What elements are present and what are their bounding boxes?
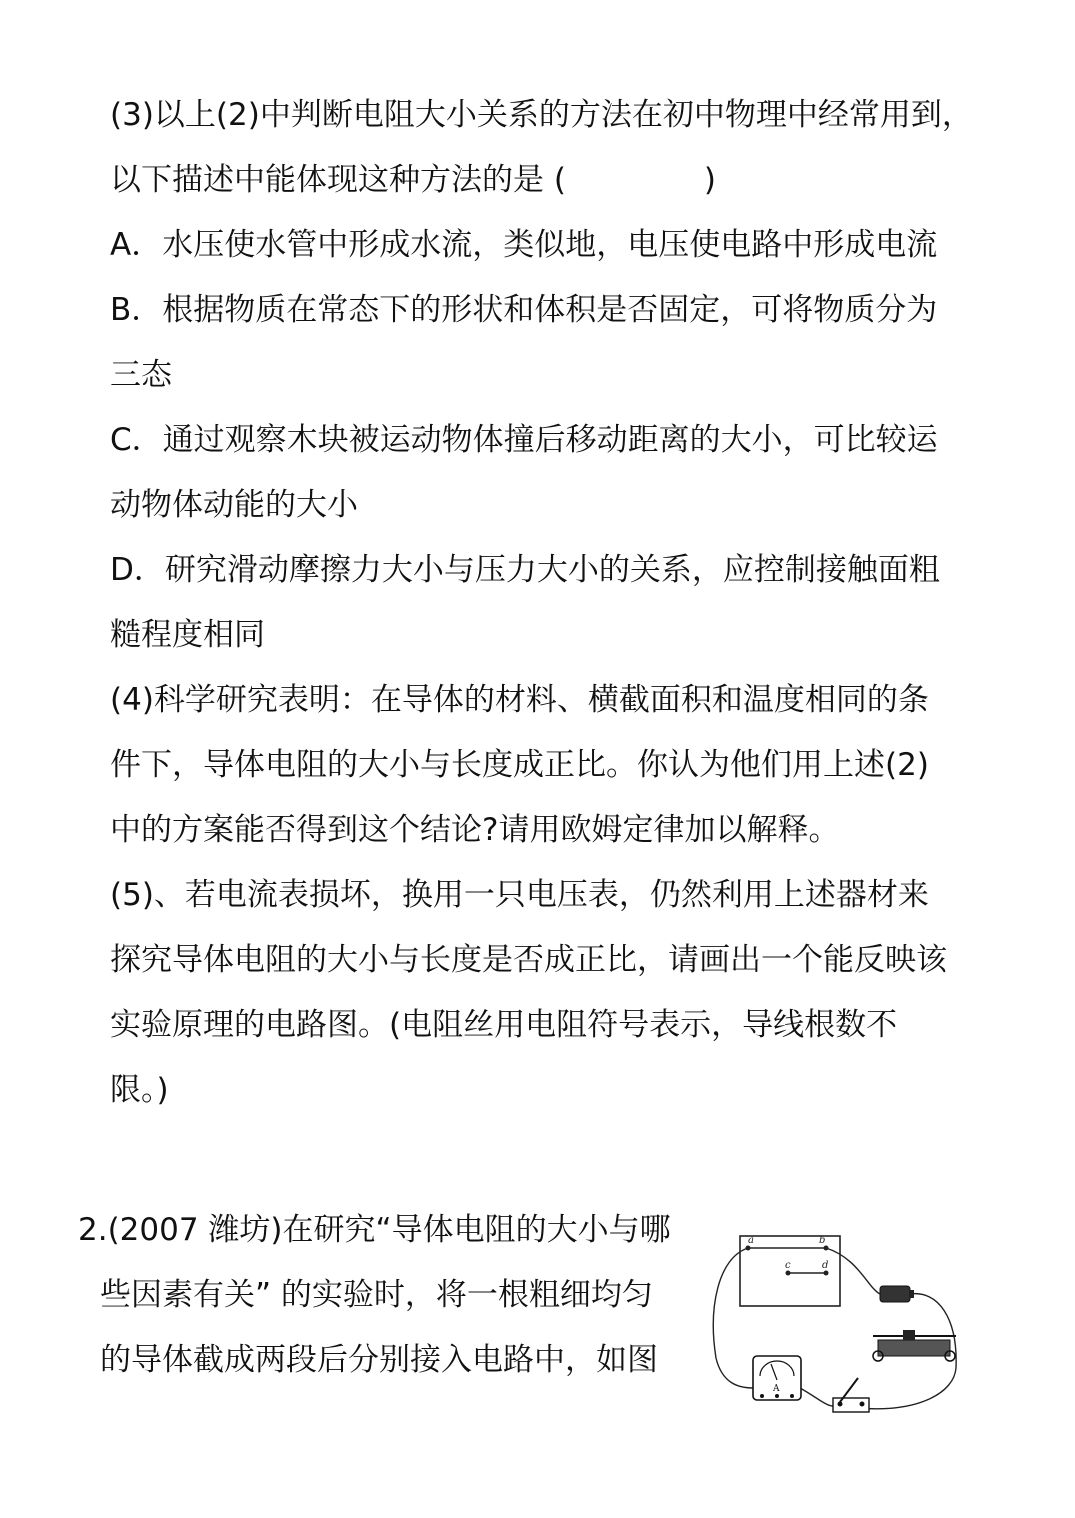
part-5-line-3: 实验原理的电路图。(电阻丝用电阻符号表示，导线根数不 — [110, 1007, 898, 1043]
part-4-line-3: 中的方案能否得到这个结论?请用欧姆定律加以解释。 — [110, 812, 840, 848]
battery-terminal — [910, 1290, 914, 1298]
question-2-line-2: 些因素有关” 的实验时，将一根粗细均匀 — [100, 1277, 653, 1313]
part-3-line-1: (3)以上(2)中判断电阻大小关系的方法在初中物理中经常用到， — [110, 97, 973, 133]
ammeter-terminal-1 — [760, 1394, 764, 1398]
label-c: c — [785, 1260, 791, 1271]
ammeter-label: A — [773, 1384, 780, 1394]
label-d: d — [822, 1260, 829, 1271]
option-b-line-1: B．根据物质在常态下的形状和体积是否固定，可将物质分为 — [110, 292, 938, 328]
label-b: b — [819, 1235, 826, 1246]
rheostat-slider — [903, 1330, 915, 1340]
question-2-line-3: 的导体截成两段后分别接入电路中，如图 — [100, 1342, 658, 1378]
switch-pivot — [838, 1402, 843, 1407]
ammeter-terminal-2 — [775, 1394, 779, 1398]
option-a: A．水压使水管中形成水流，类似地，电压使电路中形成电流 — [110, 227, 938, 263]
part-3-line-2: 以下描述中能体现这种方法的是 ( ) — [110, 162, 716, 198]
wire-to-battery — [826, 1248, 880, 1294]
terminal-c — [786, 1271, 791, 1276]
wire-switch — [800, 1388, 836, 1406]
battery — [880, 1286, 910, 1302]
option-d-line-2: 糙程度相同 — [110, 617, 265, 653]
option-c-line-2: 动物体动能的大小 — [110, 487, 358, 523]
circuit-diagram — [708, 1228, 968, 1418]
label-a: a — [748, 1235, 754, 1246]
option-d-line-1: D．研究滑动摩擦力大小与压力大小的关系，应控制接触面粗 — [110, 552, 940, 588]
part-5-line-4: 限。) — [110, 1072, 169, 1108]
question-2-line-1: 2.(2007 潍坊)在研究“导体电阻的大小与哪 — [78, 1212, 671, 1248]
rheostat-body — [878, 1340, 950, 1356]
part-5-line-2: 探究导体电阻的大小与长度是否成正比，请画出一个能反映该 — [110, 942, 947, 978]
switch-contact — [860, 1402, 865, 1407]
option-c-line-1: C．通过观察木块被运动物体撞后移动距离的大小，可比较运 — [110, 422, 938, 458]
wire-loop — [713, 1248, 753, 1388]
option-b-line-2: 三态 — [110, 357, 172, 393]
part-5-line-1: (5)、若电流表损坏，换用一只电压表，仍然利用上述器材来 — [110, 877, 929, 913]
part-4-line-2: 件下，导体电阻的大小与长度成正比。你认为他们用上述(2) — [110, 747, 929, 783]
terminal-d — [824, 1271, 829, 1276]
part-4-line-1: (4)科学研究表明：在导体的材料、横截面积和温度相同的条 — [110, 682, 929, 718]
ammeter-terminal-3 — [790, 1394, 794, 1398]
